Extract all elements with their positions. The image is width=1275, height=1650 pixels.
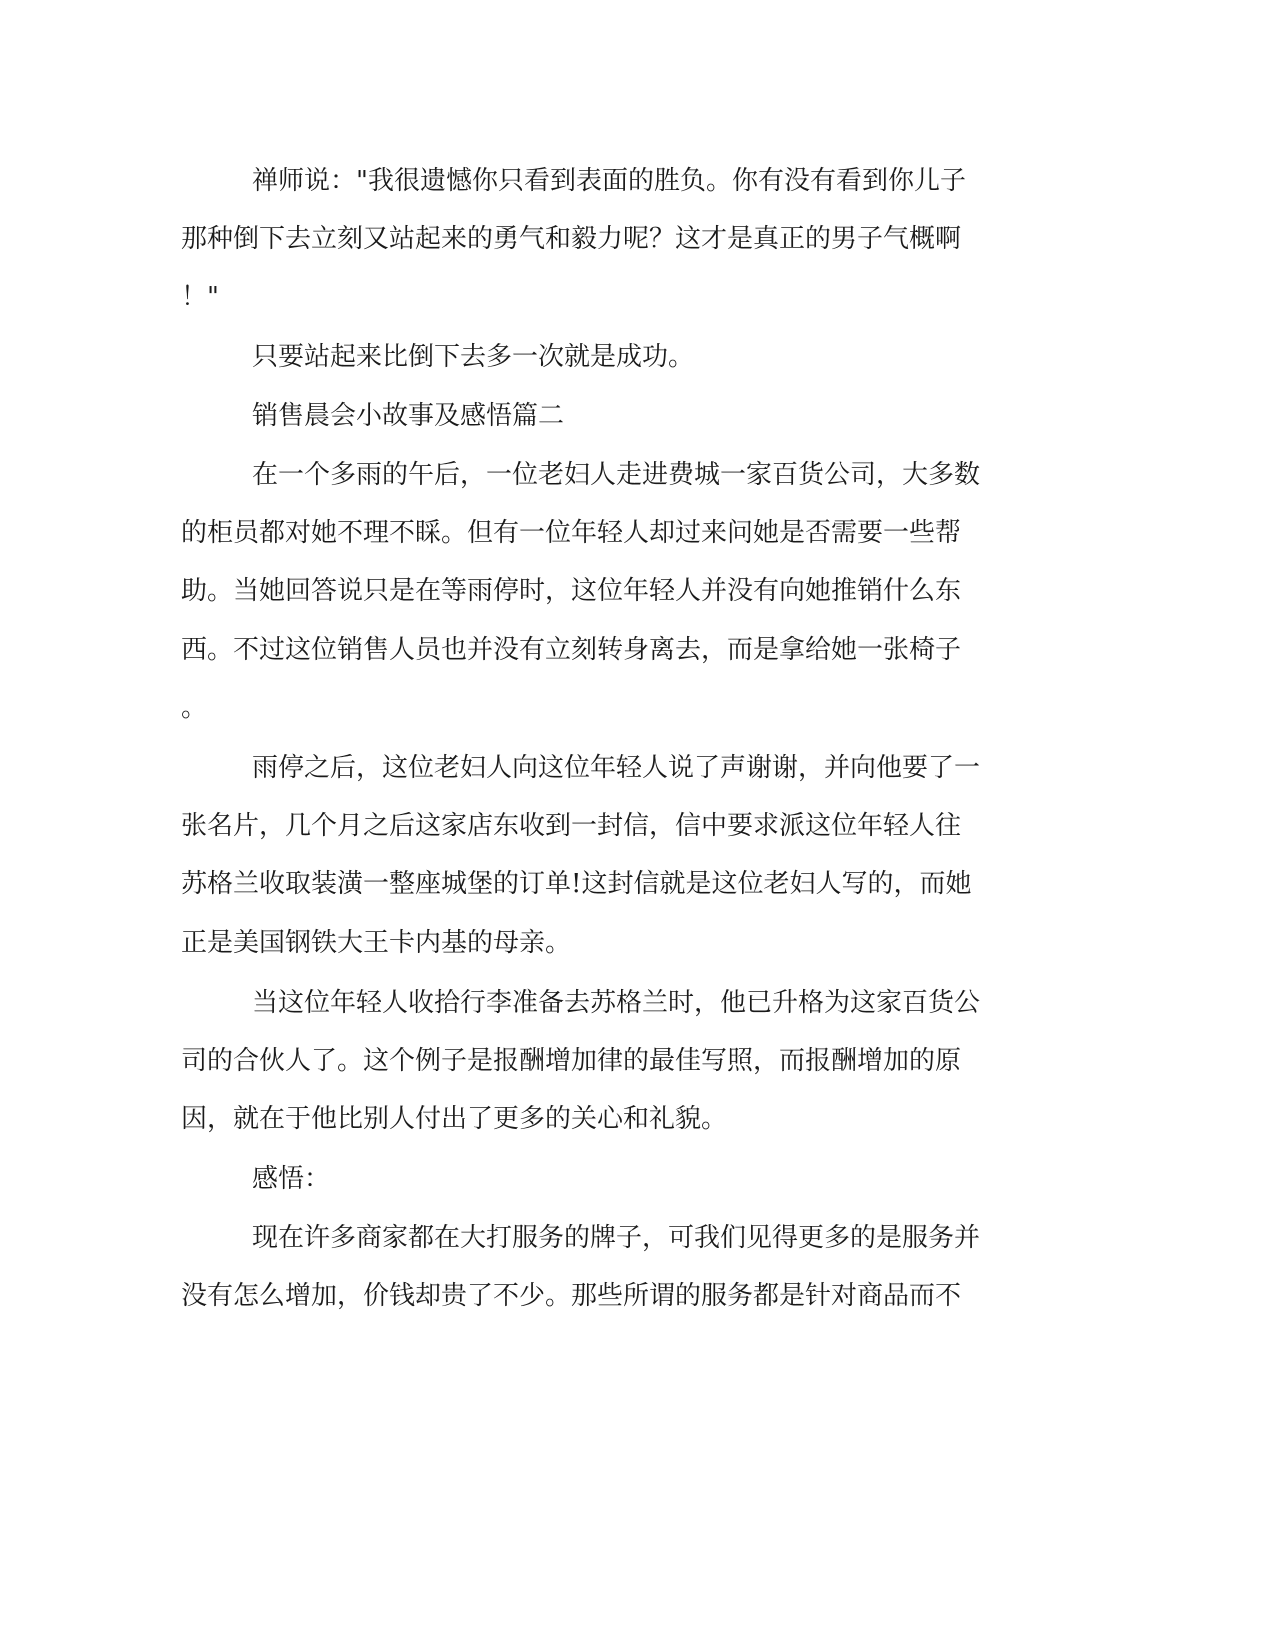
paragraph-line: 现在许多商家都在大打服务的牌子，可我们见得更多的是服务并 — [252, 1223, 981, 1253]
paragraph-line: 张名片，几个月之后这家店东收到一封信，信中要求派这位年轻人往 — [181, 811, 962, 841]
paragraph-line: 的柜员都对她不理不睬。但有一位年轻人却过来问她是否需要一些帮 — [181, 518, 962, 548]
paragraph-line: ！" — [181, 282, 219, 312]
paragraph-line: 禅师说："我很遗憾你只看到表面的胜负。你有没有看到你儿子 — [252, 166, 966, 196]
paragraph-line: 苏格兰收取装潢一整座城堡的订单!这封信就是这位老妇人写的，而她 — [181, 869, 972, 899]
section-heading: 销售晨会小故事及感悟篇二 — [252, 401, 565, 431]
paragraph-line: 因，就在于他比别人付出了更多的关心和礼貌。 — [181, 1104, 728, 1134]
paragraph-line: 没有怎么增加，价钱却贵了不少。那些所谓的服务都是针对商品而不 — [181, 1281, 962, 1311]
paragraph-line: 。 — [181, 693, 208, 723]
paragraph-line: 只要站起来比倒下去多一次就是成功。 — [252, 342, 695, 372]
section-heading: 感悟： — [252, 1164, 331, 1194]
paragraph-line: 那种倒下去立刻又站起来的勇气和毅力呢？这才是真正的男子气概啊 — [181, 224, 962, 254]
paragraph-line: 雨停之后，这位老妇人向这位年轻人说了声谢谢，并向他要了一 — [252, 753, 981, 783]
paragraph-line: 当这位年轻人收拾行李准备去苏格兰时，他已升格为这家百货公 — [252, 988, 981, 1018]
paragraph-line: 在一个多雨的午后，一位老妇人走进费城一家百货公司，大多数 — [252, 460, 981, 490]
paragraph-line: 司的合伙人了。这个例子是报酬增加律的最佳写照，而报酬增加的原 — [181, 1046, 962, 1076]
paragraph-line: 西。不过这位销售人员也并没有立刻转身离去，而是拿给她一张椅子 — [181, 635, 962, 665]
paragraph-line: 正是美国钢铁大王卡内基的母亲。 — [181, 928, 572, 958]
paragraph-line: 助。当她回答说只是在等雨停时，这位年轻人并没有向她推销什么东 — [181, 576, 962, 606]
